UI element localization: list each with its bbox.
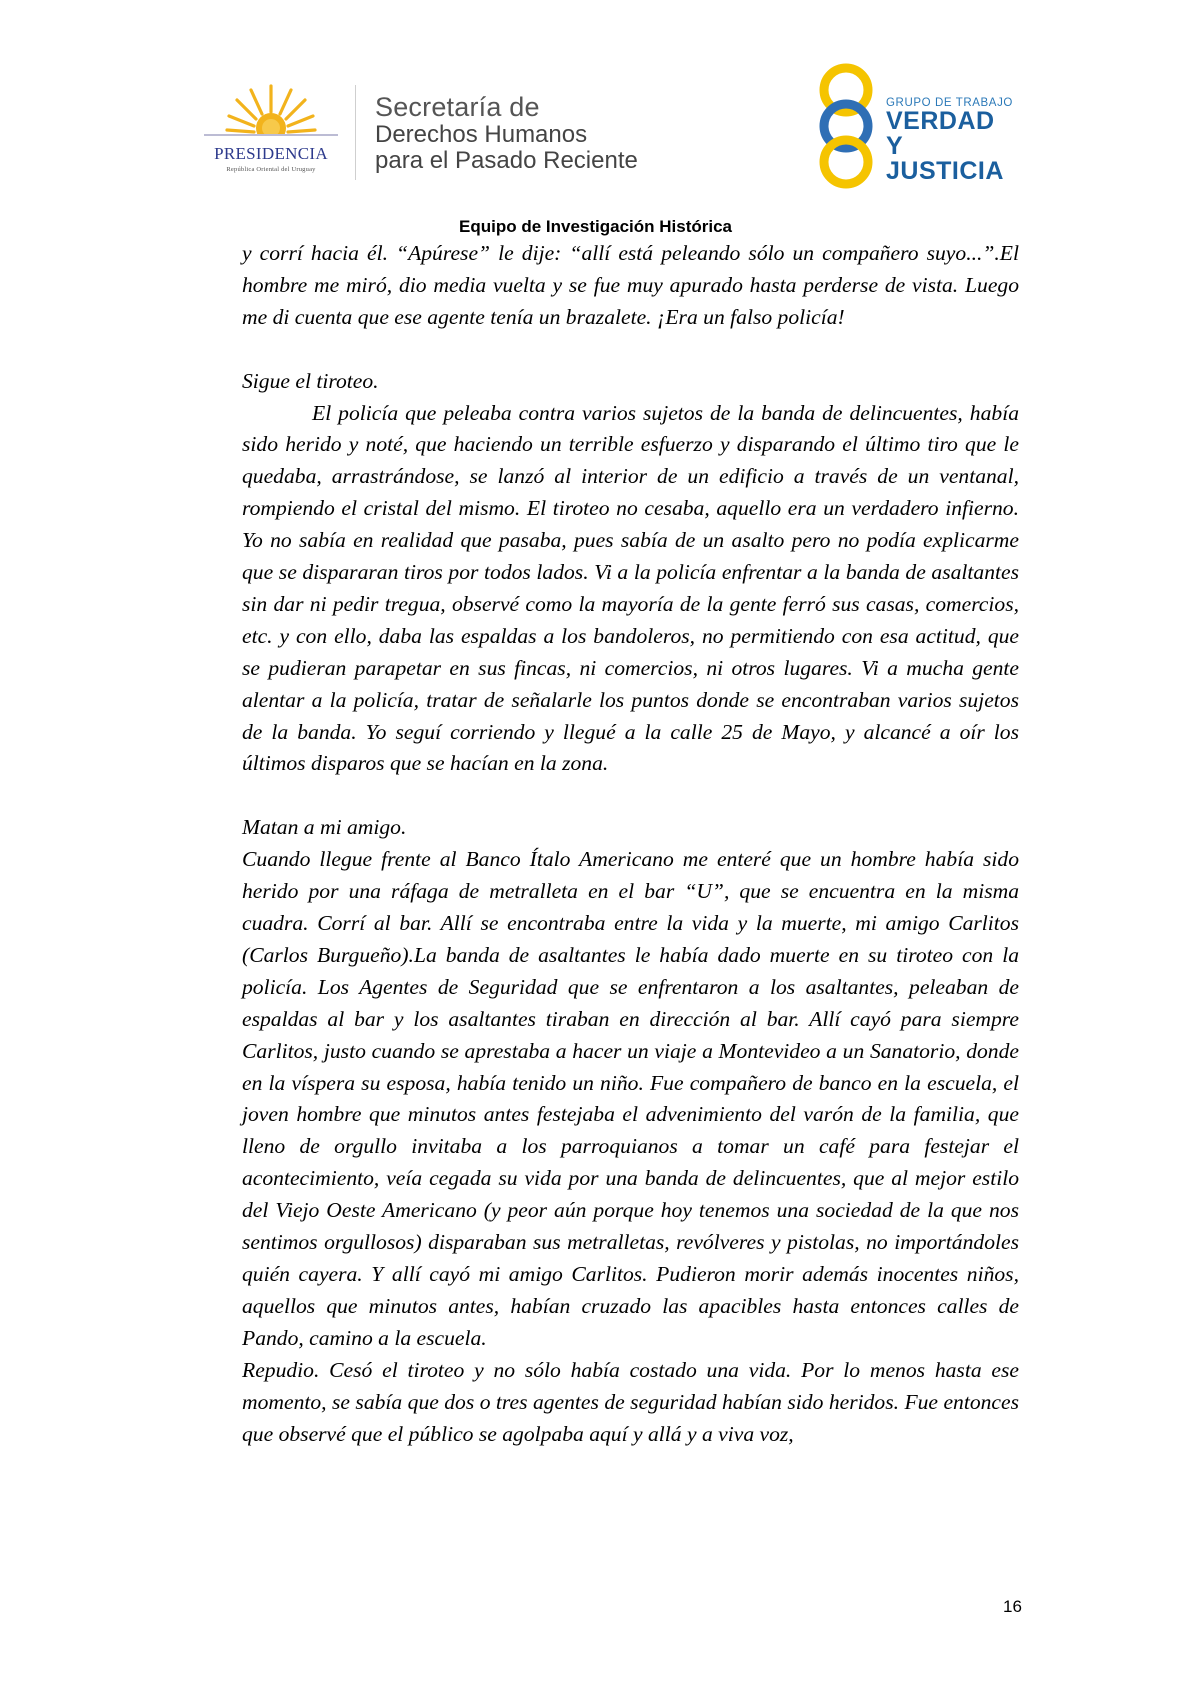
paragraph: y corrí hacia él. “Apúrese” le dije: “allí está peleando sólo un compañero suyo...”.El hombre me miró, dio media vuelta y se fue muy apurado hasta perderse de vista. Luego me di cuenta que ese agente tenía un brazalete. ¡Era un falso policía! (242, 241, 1019, 329)
page-number: 16 (1003, 1597, 1022, 1616)
interlocking-rings-icon (808, 62, 888, 190)
grupo-line2: VERDAD Y (886, 107, 995, 160)
secretaria-line3: para el Pasado Reciente (375, 147, 638, 174)
secretaria-title (375, 92, 638, 174)
paragraph: El policía que peleaba contra varios sujetos de la banda de delincuentes, había sido herido y noté, que haciendo un terrible esfuerzo y disparando el último tiro que le quedaba, arrastrándose, se lanzó al interior de un edificio a través de un ventanal, rompiendo el cristal del mismo. El tiroteo no cesaba, aquello era un verdadero infierno. Yo no sabía en realidad que pasaba, pues sabía de un asalto pero no podía explicarme que se dispararan tiros por todos lados. Vi a la policía enfrentar a la banda de asaltantes sin dar ni pedir tregua, observé como la mayoría de la gente ferró sus casas, comercios, etc. y con ello, daba las espaldas a los bandoleros, no permitiendo con esa actitud, que se pudieran parapetar en sus fincas, ni comercios, ni otros lugares. Vi a mucha gente alentar a la policía, tratar de señalarle los puntos donde se encontraban varios sujetos de la banda. Yo seguí corriendo y llegué a la calle 25 de Mayo, y alcancé a oír los últimos disparos que se hacían en la zona. (242, 400, 1019, 776)
section-heading: Matan a mi amigo. (242, 815, 407, 840)
presidencia-logo (196, 82, 346, 182)
body-text (242, 238, 1019, 1450)
section-heading: Sigue el tiroteo. (242, 368, 379, 393)
paragraph-gap (242, 334, 1019, 366)
header-divider (355, 85, 356, 180)
team-heading: Equipo de Investigación Histórica (459, 217, 732, 236)
paragraph-gap (242, 780, 1019, 812)
secretaria-line2: Derechos Humanos (375, 121, 588, 148)
sun-emblem-icon (196, 82, 346, 144)
grupo-line3: JUSTICIA (886, 157, 1004, 185)
grupo-verdad-justicia-logo (808, 62, 1018, 190)
presidencia-subtitle: República Oriental del Uruguay (226, 166, 316, 173)
paragraph: Repudio. Cesó el tiroteo y no sólo había costado una vida. Por lo menos hasta ese momento, se sabía que dos o tres agentes de seguridad habían sido heridos. Fue entonces que observé que el público se agolpaba aquí y allá y a viva voz, (242, 1357, 1019, 1446)
grupo-line1: GRUPO DE TRABAJO (886, 97, 1013, 109)
presidencia-name: PRESIDENCIA (214, 144, 328, 163)
secretaria-line1: Secretaría de (375, 92, 540, 122)
paragraph: Cuando llegue frente al Banco Ítalo Americano me enteré que un hombre había sido herido por una ráfaga de metralleta en el bar “U”, que se encuentra en la misma cuadra. Corrí al bar. Allí se encontraba entre la vida y la muerte, mi amigo Carlitos (Carlos Burgueño).La banda de asaltantes le había dado muerte en su tiroteo con la policía. Los Agentes de Seguridad que se enfrentaron a los asaltantes, peleaban de espaldas al bar y los asaltantes tiraban en dirección al bar. Allí cayó para siempre Carlitos, justo cuando se aprestaba a hacer un viaje a Montevideo a un Sanatorio, donde en la víspera su esposa, había tenido un niño. Fue compañero de banco en la escuela, el joven hombre que minutos antes festejaba el advenimiento del varón de la familia, que lleno de orgullo invitaba a los parroquianos a tomar un café para festejar el acontecimiento, veía cegada su vida por una banda de delincuentes, que al mejor estilo del Viejo Oeste Americano (y peor aún porque hoy tenemos una sociedad de la que nos sentimos orgullosos) disparaban sus metralletas, revólveres y pistolas, no importándoles quién cayera. Y allí cayó mi amigo Carlitos. Pudieron morir además inocentes niños, aquellos que minutos antes, habían cruzado las apacibles hasta entonces calles de Pando, camino a la escuela. (242, 847, 1019, 1350)
grupo-text (886, 97, 1018, 184)
